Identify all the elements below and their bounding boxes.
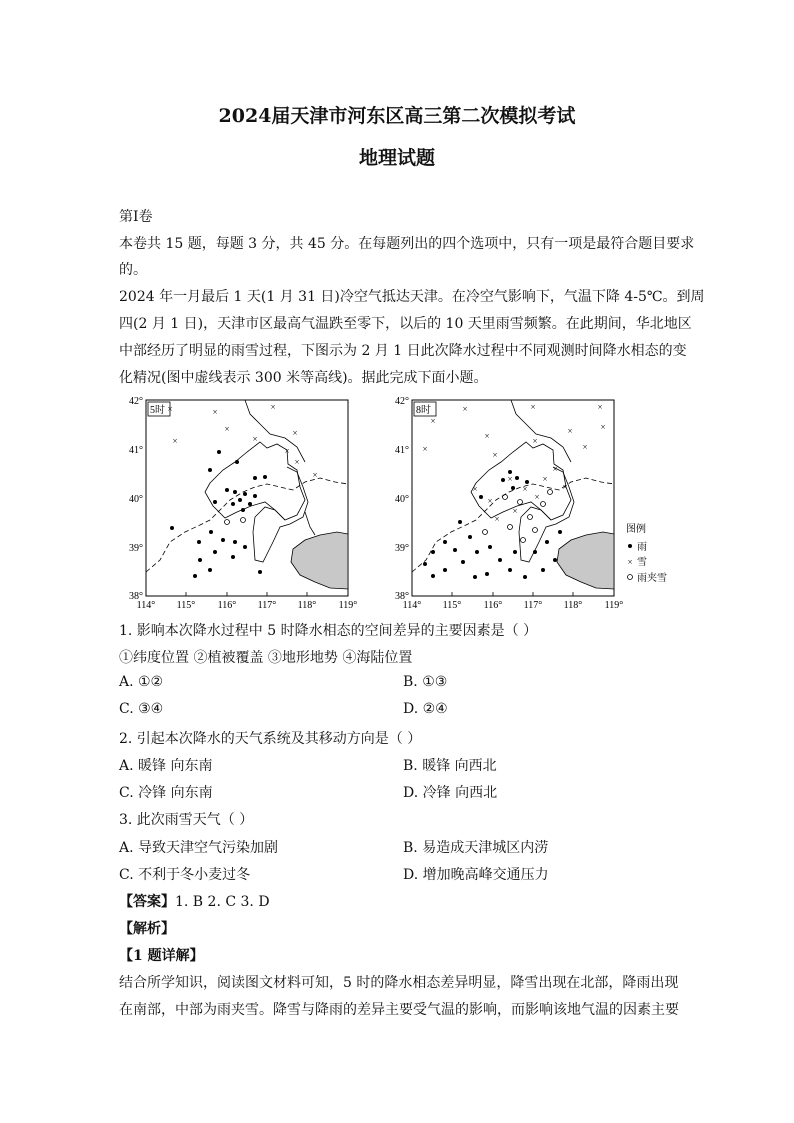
option-b[interactable]: B. ①③ — [403, 674, 448, 690]
svg-text:×: × — [582, 442, 588, 452]
svg-text:×: × — [534, 492, 540, 502]
passage-line: 化精况(图中虚线表示 300 米等高线)。据此完成下面小题。 — [119, 370, 488, 386]
answer-label: 【答案】 — [119, 894, 175, 910]
question-2-stem: 2. 引起本次降水的天气系统及其移动方向是（ ） — [119, 731, 422, 747]
svg-text:×: × — [597, 402, 603, 412]
answer-line — [119, 891, 270, 911]
answer-text: 1. B 2. C 3. D — [175, 894, 270, 910]
lat-label: 42° — [129, 396, 143, 407]
svg-text:×: × — [422, 444, 428, 454]
passage-line: 中部经历了明显的雨雪过程，下图示为 2 月 1 日此次降水过程中不同观测时间降水相态的变 — [119, 343, 687, 359]
lat-label: 40° — [129, 494, 143, 505]
svg-text:×: × — [600, 422, 606, 432]
svg-text:×: × — [522, 484, 528, 494]
lon-label: 115° — [442, 600, 462, 611]
lon-label: 117° — [257, 600, 277, 611]
map-time-label: 8时 — [416, 405, 431, 416]
option-c[interactable]: C. 不利于冬小麦过冬 — [119, 867, 251, 883]
option-d[interactable]: D. 冷锋 向西北 — [403, 785, 498, 801]
svg-text:×: × — [487, 496, 493, 506]
lon-label: 116° — [217, 600, 237, 611]
option-c[interactable]: C. 冷锋 向东南 — [119, 785, 213, 801]
svg-text:×: × — [462, 404, 468, 414]
svg-text:×: × — [627, 557, 633, 567]
subject-title: 地理试题 — [358, 147, 435, 169]
passage-line: 四(2 月 1 日)，天津市区最高气温跌至零下，以后的 10 天里雨雪频繁。在此期间，华北地区 — [119, 316, 692, 332]
map-5am — [146, 400, 348, 596]
svg-text:×: × — [292, 428, 298, 438]
section-label: 第I卷 — [119, 209, 153, 225]
legend-sleet: 雨夹雪 — [637, 573, 667, 584]
map-time-label: 5时 — [150, 405, 165, 416]
lon-label: 114° — [402, 600, 422, 611]
svg-text:×: × — [294, 457, 300, 467]
legend-snow: 雪 — [637, 557, 647, 568]
lat-label: 41° — [129, 445, 143, 456]
svg-text:×: × — [284, 446, 290, 456]
svg-text:×: × — [430, 416, 436, 426]
question-1-extra: ①纬度位置 ②植被覆盖 ③地形地势 ④海陆位置 — [119, 650, 413, 666]
section-instruction-1: 本卷共 15 题，每题 3 分，共 45 分。在每题列出的四个选项中，只有一项是最符合题目要求 — [119, 236, 695, 252]
analysis-label: 【解析】 — [119, 921, 175, 937]
lat-label: 39° — [129, 543, 143, 554]
svg-text:×: × — [552, 464, 558, 474]
option-a[interactable]: A. ①② — [119, 674, 164, 690]
lon-label: 119° — [338, 600, 358, 611]
option-d[interactable]: D. ②④ — [403, 701, 448, 717]
svg-text:×: × — [532, 436, 538, 446]
svg-text:×: × — [494, 514, 500, 524]
legend-rain: 雨 — [637, 542, 647, 553]
lat-label: 38° — [395, 591, 409, 602]
svg-text:×: × — [530, 402, 536, 412]
svg-text:×: × — [167, 404, 173, 414]
lon-label: 116° — [483, 600, 503, 611]
svg-text:×: × — [507, 474, 513, 484]
analysis-line: 在南部，中部为雨夹雪。降雪与降雨的差异主要受气温的影响，而影响该地气温的因素主要 — [119, 1002, 679, 1018]
option-d[interactable]: D. 增加晚高峰交通压力 — [403, 867, 549, 883]
svg-text:×: × — [484, 431, 490, 441]
lon-label: 117° — [523, 600, 543, 611]
precipitation-maps-figure — [115, 392, 675, 612]
svg-text:×: × — [172, 436, 178, 446]
option-a[interactable]: A. 导致天津空气污染加剧 — [119, 840, 279, 856]
svg-text:×: × — [252, 434, 258, 444]
map-legend — [626, 522, 667, 584]
lat-label: 41° — [395, 445, 409, 456]
svg-text:×: × — [224, 424, 230, 434]
map-8am — [412, 400, 614, 596]
svg-text:×: × — [512, 506, 518, 516]
detail-label: 【1 题详解】 — [119, 948, 204, 964]
question-1-stem: 1. 影响本次降水过程中 5 时降水相态的空间差异的主要因素是（ ） — [119, 623, 538, 639]
section-instruction-2: 的。 — [119, 262, 147, 278]
option-b[interactable]: B. 易造成天津城区内涝 — [403, 840, 549, 856]
option-c[interactable]: C. ③④ — [119, 701, 164, 717]
exam-title: 2024届天津市河东区高三第二次模拟考试 — [218, 105, 576, 127]
lon-label: 118° — [563, 600, 583, 611]
svg-text:×: × — [472, 484, 478, 494]
lon-label: 115° — [176, 600, 196, 611]
passage-line: 2024 年一月最后 1 天(1 月 31 日)冷空气抵达天津。在冷空气影响下，气温下降 4-5℃。到周 — [119, 289, 705, 305]
analysis-line: 结合所学知识，阅读图文材料可知，5 时的降水相态差异明显，降雪出现在北部，降雨出现 — [119, 975, 679, 991]
lat-label: 39° — [395, 543, 409, 554]
legend-title: 图例 — [626, 524, 646, 535]
lon-label: 119° — [604, 600, 624, 611]
svg-text:×: × — [567, 426, 573, 436]
svg-text:×: × — [312, 470, 318, 480]
svg-text:×: × — [270, 402, 276, 412]
lon-label: 114° — [136, 600, 156, 611]
question-3-stem: 3. 此次雨雪天气（ ） — [119, 812, 254, 828]
svg-text:×: × — [562, 482, 568, 492]
lon-label: 118° — [297, 600, 317, 611]
option-b[interactable]: B. 暖锋 向西北 — [403, 758, 497, 774]
svg-text:×: × — [542, 474, 548, 484]
option-a[interactable]: A. 暖锋 向东南 — [119, 758, 213, 774]
svg-text:×: × — [492, 450, 498, 460]
lat-label: 38° — [129, 591, 143, 602]
lat-label: 42° — [395, 396, 409, 407]
lat-label: 40° — [395, 494, 409, 505]
svg-text:×: × — [212, 407, 218, 417]
